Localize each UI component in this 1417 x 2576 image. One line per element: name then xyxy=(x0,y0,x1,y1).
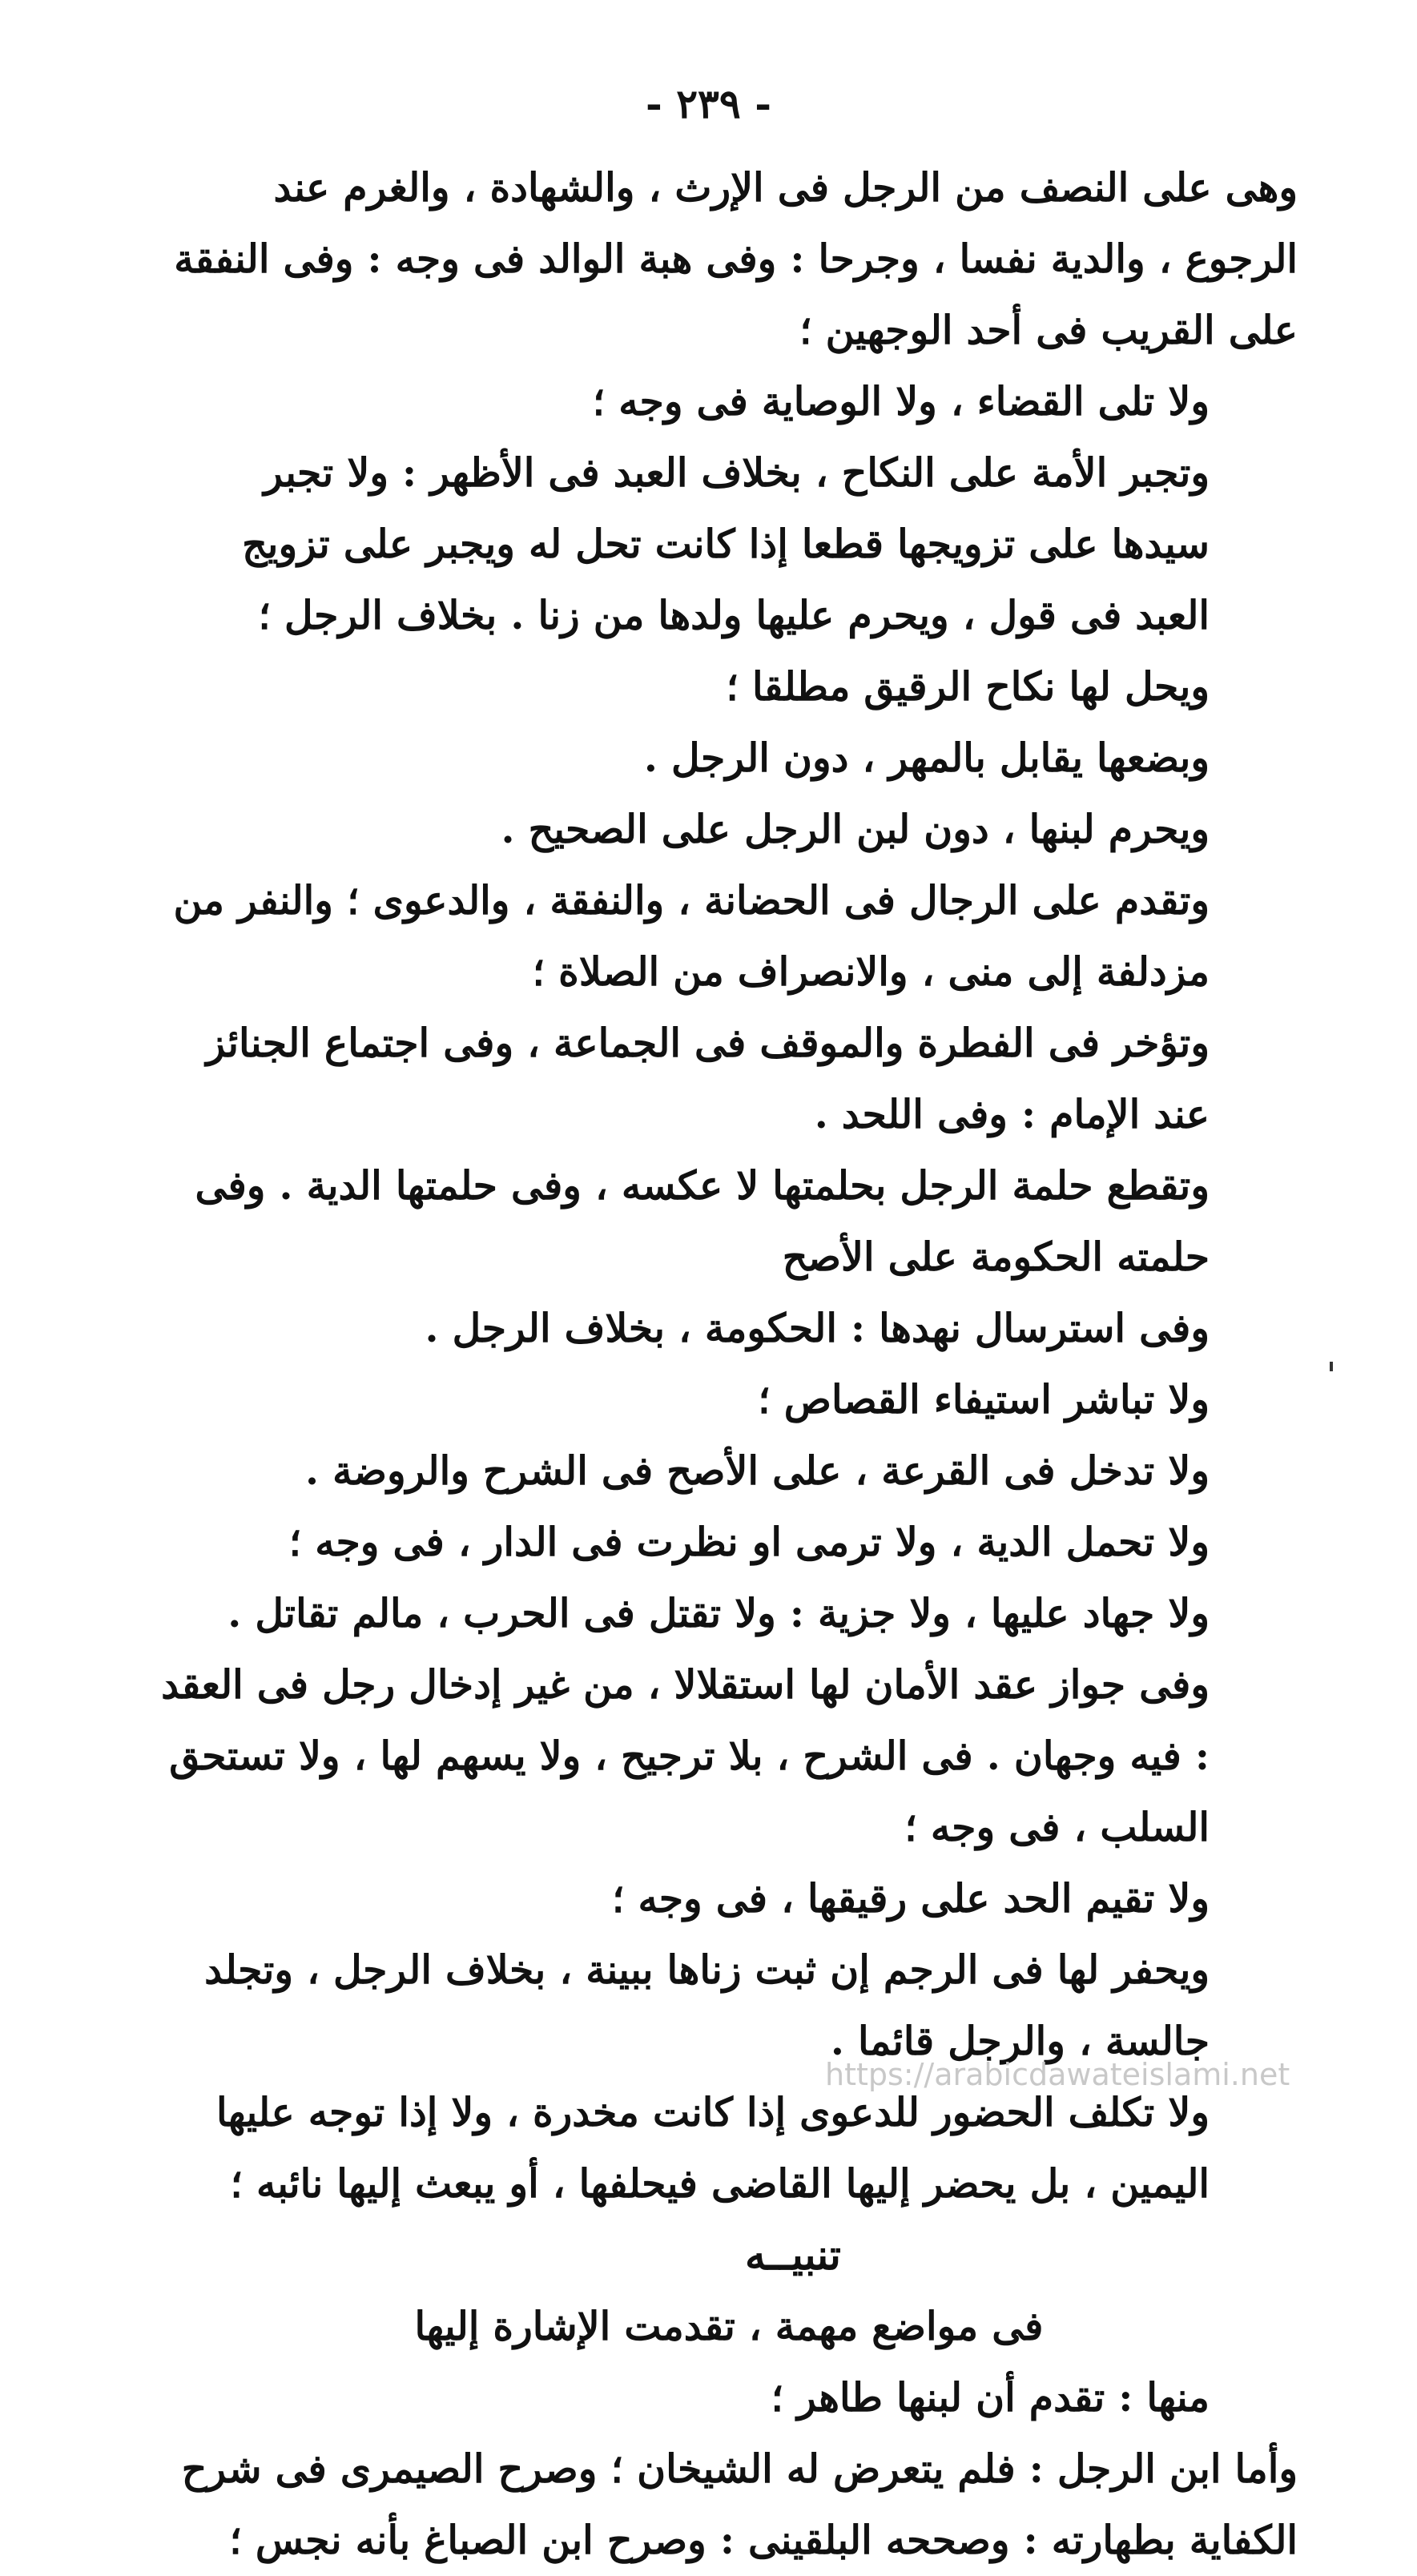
paragraph: وفى استرسال نهدها : الحكومة ، بخلاف الرجل . xyxy=(425,1305,1210,1351)
paragraph: ولا تحمل الدية ، ولا ترمى او نظرت فى الدار ، فى وجه ؛ xyxy=(288,1519,1210,1565)
paragraph: وهى على النصف من الرجل فى الإرث ، والشهادة ، والغرم عند الرجوع ، والدية نفسا ، وجرحا : وفى هبة الوالد فى وجه : وفى النفقة على القريب فى أحد الوجهين ؛ xyxy=(174,164,1298,353)
page-number: - ٢٣٩ - xyxy=(646,80,771,127)
paragraph: ولا تدخل فى القرعة ، على الأصح فى الشرح والروضة . xyxy=(304,1447,1210,1494)
paragraph: وتجبر الأمة على النكاح ، بخلاف العبد فى الأظهر : ولا تجبر سيدها على تزويجها قطعا إذا كانت تحل له ويجبر على تزويج العبد فى قول ، ويحرم عليها ولدها من زنا . بخلاف الرجل ؛ xyxy=(242,449,1210,638)
paragraph: ولا تقيم الحد على رقيقها ، فى وجه ؛ xyxy=(611,1875,1210,1922)
body-text xyxy=(160,152,1298,2576)
watermark-url: https://arabicdawateislami.net xyxy=(825,2057,1290,2092)
paragraph: ولا تباشر استيفاء القصاص ؛ xyxy=(758,1376,1210,1423)
paragraph: ولا تكلف الحضور للدعوى إذا كانت مخدرة ، ولا إذا توجه عليها اليمين ، بل يحضر إليها القاضى فيحلفها ، أو يبعث إليها نائبه ؛ xyxy=(215,2089,1210,2207)
paragraph: ويحرم لبنها ، دون لبن الرجل على الصحيح . xyxy=(501,806,1210,852)
paragraph: وأما ابن الرجل : فلم يتعرض له الشيخان ؛ وصرح الصيمرى فى شرح الكفاية بطهارته : وصححه البلقينى : وصرح ابن الصباغ بأنه نجس ؛ xyxy=(181,2445,1298,2563)
section-subheading: فى مواضع مهمة ، تقدمت الإشارة إليها xyxy=(414,2303,1044,2349)
paragraph: ولا جهاد عليها ، ولا جزية : ولا تقتل فى الحرب ، مالم تقاتل . xyxy=(227,1590,1210,1636)
paragraph: وتقدم على الرجال فى الحضانة ، والنفقة ، والدعوى ؛ والنفر من مزدلفة إلى منى ، والانصراف من الصلاة ؛ xyxy=(173,877,1210,995)
paragraph: منها : تقدم أن لبنها طاهر ؛ xyxy=(771,2374,1210,2421)
paragraph: وبضعها يقابل بالمهر ، دون الرجل . xyxy=(643,735,1210,781)
paragraph: وفى جواز عقد الأمان لها استقلالا ، من غير إدخال رجل فى العقد : فيه وجهان . فى الشرح ، بلا ترجيح ، ولا يسهم لها ، ولا تستحق السلب ، فى وجه ؛ xyxy=(161,1661,1210,1850)
paragraph: وتقطع حلمة الرجل بحلمتها لا عكسه ، وفى حلمتها الدية . وفى حلمته الحكومة على الأصح xyxy=(195,1162,1210,1280)
paragraph: ولا تلى القضاء ، ولا الوصاية فى وجه ؛ xyxy=(592,378,1210,425)
scan-mark xyxy=(1330,1362,1333,1371)
paragraph: ويحفر لها فى الرجم إن ثبت زناها ببينة ، بخلاف الرجل ، وتجلد جالسة ، والرجل قائما . xyxy=(204,1946,1210,2064)
paragraph: وتؤخر فى الفطرة والموقف فى الجماعة ، وفى اجتماع الجنائز عند الإمام : وفى اللحد . xyxy=(206,1020,1210,1137)
section-heading: تنبيــه xyxy=(745,2231,841,2280)
paragraph: ويحل لها نكاح الرقيق مطلقا ؛ xyxy=(726,663,1210,710)
